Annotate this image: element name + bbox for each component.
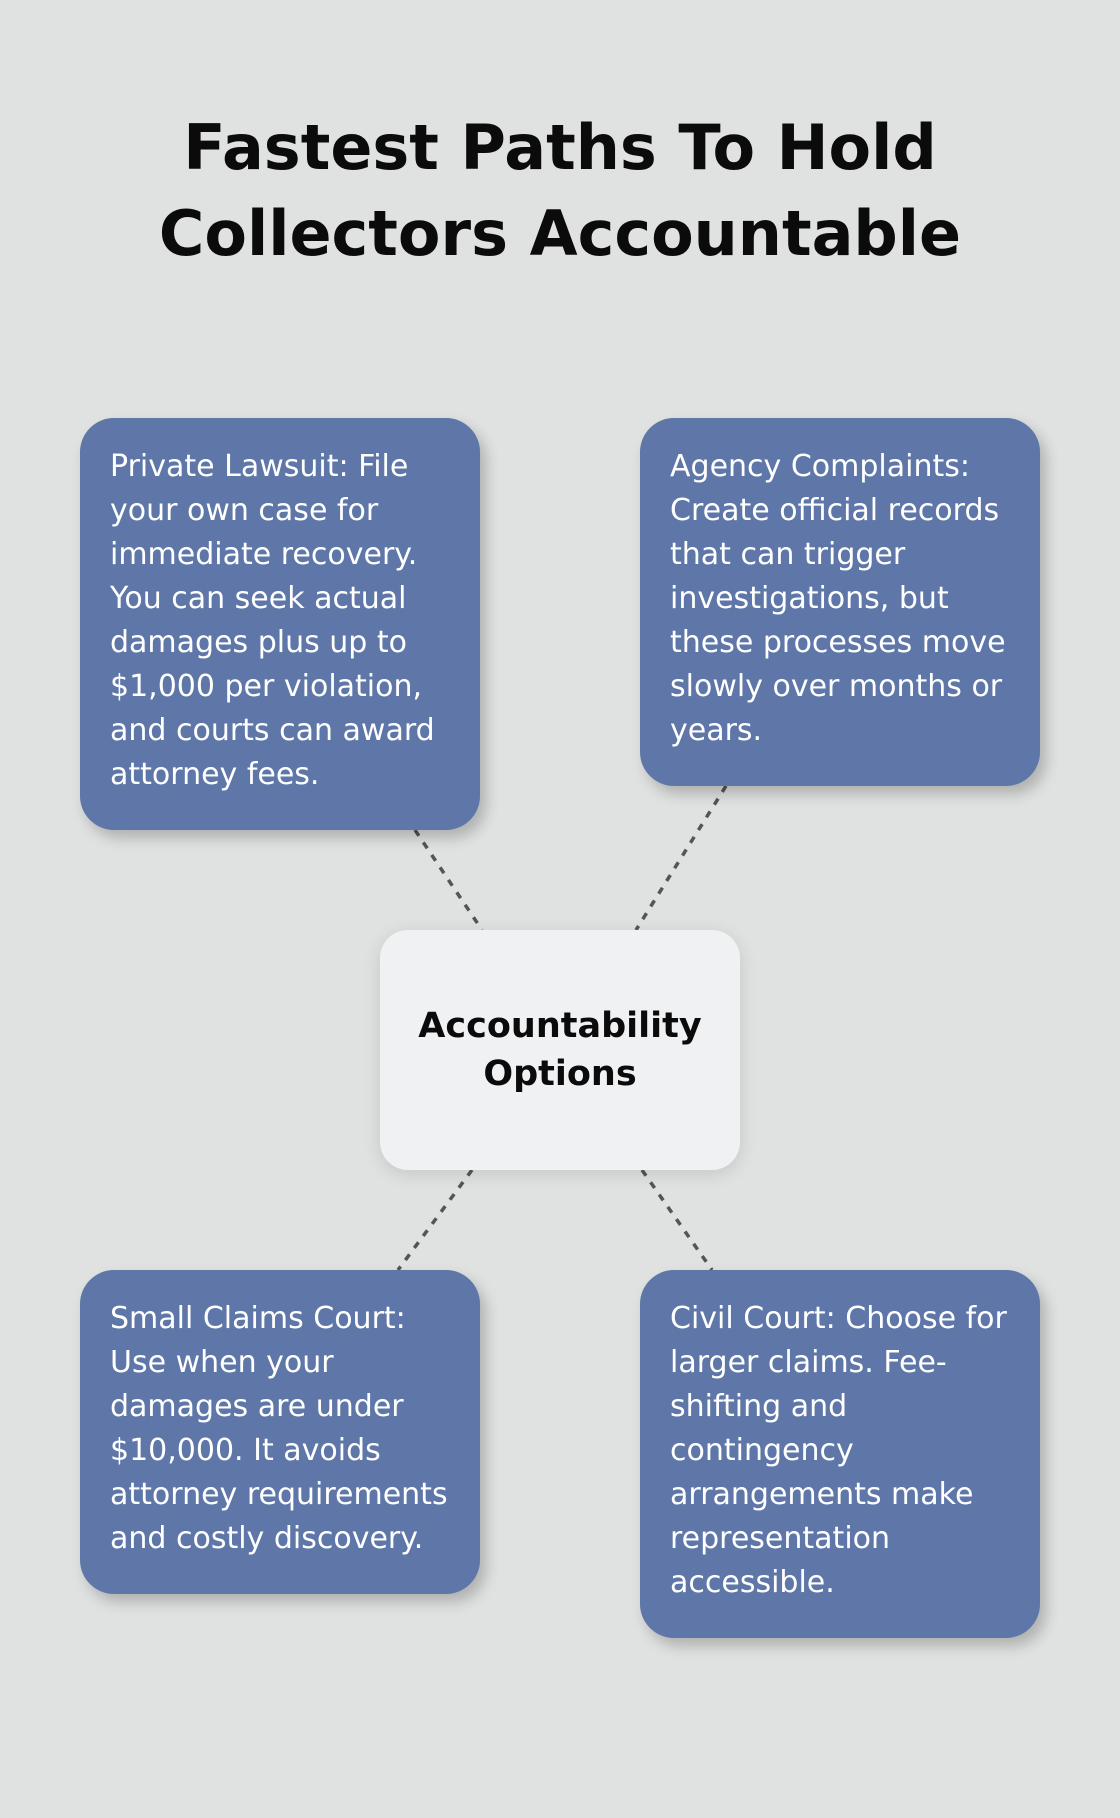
connector-top-right — [636, 786, 726, 930]
connector-top-left — [415, 830, 482, 930]
center-label-line-2: Options — [483, 1054, 637, 1094]
option-card-private-lawsuit — [80, 418, 480, 830]
option-card-small-claims-court — [80, 1270, 480, 1594]
center-label-line-1: Accountability — [418, 1006, 702, 1046]
option-text: Agency Complaints: Create official records that can trigger investigations, but these processes move slowly over months or years. — [670, 449, 1006, 748]
title-line-2: Collectors Accountable — [158, 197, 962, 270]
option-text: Civil Court: Choose for larger claims. Fee-shifting and contingency arrangements make representation accessible. — [670, 1301, 1007, 1600]
connector-bottom-left — [398, 1170, 472, 1270]
center-node — [380, 930, 740, 1170]
option-card-agency-complaints — [640, 418, 1040, 786]
option-text: Private Lawsuit: File your own case for immediate recovery. You can seek actual damages plus up to $1,000 per violation, and courts can award attorney fees. — [110, 449, 435, 792]
connector-bottom-right — [642, 1170, 712, 1270]
title-line-1: Fastest Paths To Hold — [183, 111, 937, 184]
option-card-civil-court — [640, 1270, 1040, 1638]
option-text: Small Claims Court: Use when your damages are under $10,000. It avoids attorney requirements and costly discovery. — [110, 1301, 448, 1556]
